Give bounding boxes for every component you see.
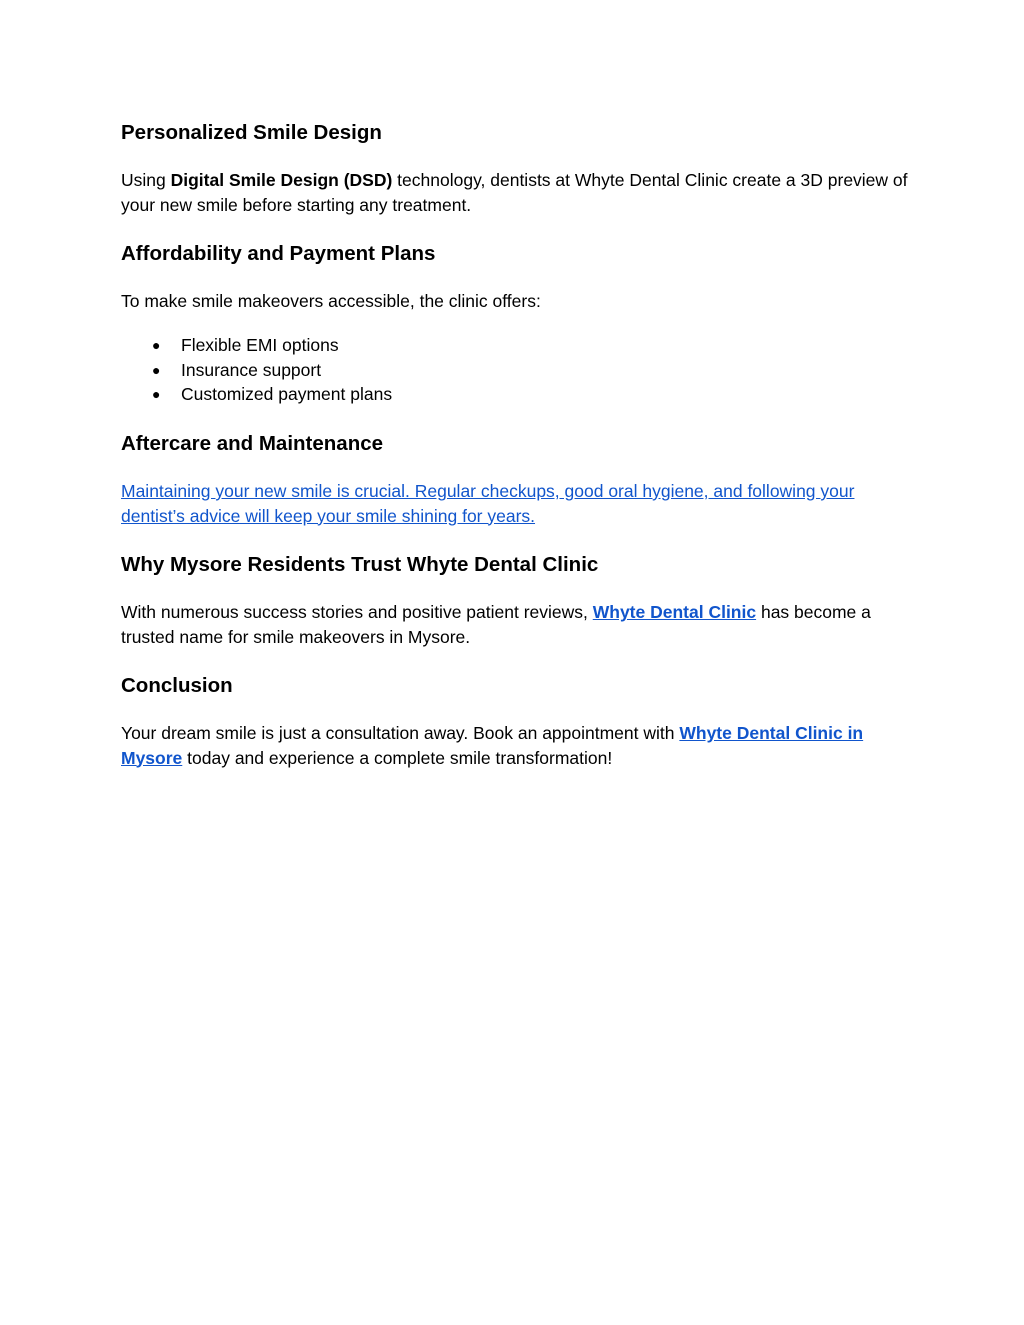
heading-why-trust: Why Mysore Residents Trust Whyte Dental Clinic: [121, 553, 599, 576]
list-item-text: Flexible EMI options: [181, 335, 339, 355]
paragraph-personalized: [121, 168, 911, 217]
bold-term-dsd: Digital Smile Design (DSD): [170, 170, 393, 190]
text-run: With numerous success stories and positive patient reviews,: [121, 602, 593, 622]
heading-affordability: Affordability and Payment Plans: [121, 242, 436, 265]
bullet-icon: ●: [152, 337, 161, 353]
bullet-icon: ●: [152, 386, 161, 402]
paragraph-trust: [121, 600, 911, 649]
text-run: Your dream smile is just a consultation away. Book an appointment with: [121, 723, 680, 743]
payment-options-list: [121, 333, 392, 407]
whyte-dental-clinic-mysore-link[interactable]: Whyte Dental Clinic in Mysore: [121, 723, 864, 768]
list-item-text: Insurance support: [181, 359, 322, 380]
heading-aftercare: Aftercare and Maintenance: [121, 432, 384, 455]
heading-personalized-smile-design: Personalized Smile Design: [121, 121, 382, 144]
text-run: Using: [121, 170, 171, 190]
paragraph-affordability-intro: To make smile makeovers accessible, the clinic offers:: [121, 291, 541, 311]
paragraph-aftercare: [121, 479, 911, 528]
heading-conclusion: Conclusion: [121, 674, 233, 697]
bullet-icon: ●: [152, 361, 161, 378]
text-run: technology, dentists at Whyte Dental Clinic create a 3D preview of your new smile before starting any treatment.: [121, 170, 908, 215]
text-run: today and experience a complete smile transformation!: [182, 747, 613, 768]
list-item: [121, 382, 392, 407]
list-item-text: Customized payment plans: [181, 384, 393, 404]
list-item: [121, 358, 392, 383]
list-item: [121, 333, 392, 358]
text-run: has become a trusted name for smile makeovers in Mysore.: [121, 602, 871, 647]
aftercare-link[interactable]: Maintaining your new smile is crucial. Regular checkups, good oral hygiene, and following your dentist’s advice will keep your smile shining for years.: [121, 481, 855, 526]
whyte-dental-clinic-link[interactable]: Whyte Dental Clinic: [592, 602, 757, 622]
paragraph-conclusion: [121, 721, 911, 770]
